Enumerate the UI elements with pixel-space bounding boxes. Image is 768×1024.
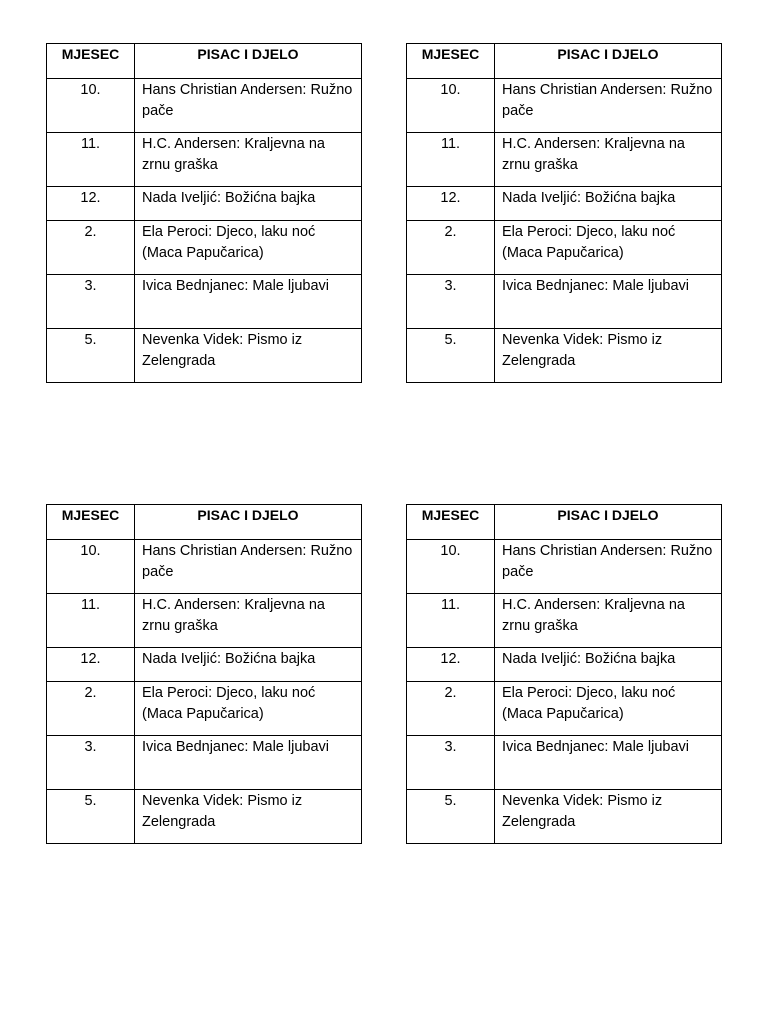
- reading-list-table-bottom-left: [46, 504, 362, 844]
- month-cell: 2.: [407, 221, 495, 275]
- month-cell: 12.: [407, 187, 495, 221]
- work-cell: H.C. Andersen: Kraljevna na zrnu graška: [495, 133, 722, 187]
- month-cell: 12.: [407, 648, 495, 682]
- table-row: [407, 133, 722, 187]
- work-cell: Nada Iveljić: Božićna bajka: [495, 187, 722, 221]
- work-cell: Nevenka Videk: Pismo iz Zelengrada: [495, 790, 722, 844]
- work-cell: Nada Iveljić: Božićna bajka: [135, 648, 362, 682]
- month-cell: 5.: [407, 329, 495, 383]
- table-header-row: [47, 505, 362, 540]
- month-cell: 3.: [47, 736, 135, 790]
- month-cell: 10.: [47, 540, 135, 594]
- month-column-header: MJESEC: [47, 505, 135, 540]
- table-row: [407, 221, 722, 275]
- reading-list-table-bottom-right: [406, 504, 722, 844]
- work-column-header: PISAC I DJELO: [495, 44, 722, 79]
- table-row: [47, 187, 362, 221]
- work-cell: H.C. Andersen: Kraljevna na zrnu graška: [135, 594, 362, 648]
- month-cell: 11.: [47, 133, 135, 187]
- work-cell: Nevenka Videk: Pismo iz Zelengrada: [495, 329, 722, 383]
- month-cell: 11.: [407, 133, 495, 187]
- month-cell: 5.: [47, 790, 135, 844]
- work-cell: H.C. Andersen: Kraljevna na zrnu graška: [135, 133, 362, 187]
- work-cell: Nada Iveljić: Božićna bajka: [135, 187, 362, 221]
- month-cell: 2.: [407, 682, 495, 736]
- month-cell: 3.: [47, 275, 135, 329]
- table-row: [47, 133, 362, 187]
- table-row: [407, 594, 722, 648]
- reading-list-table-top-right: [406, 43, 722, 383]
- table-row: [47, 682, 362, 736]
- table-row: [407, 736, 722, 790]
- reading-list-table-top-left: [46, 43, 362, 383]
- month-cell: 11.: [407, 594, 495, 648]
- work-cell: Ivica Bednjanec: Male ljubavi: [495, 736, 722, 790]
- table-row: [47, 648, 362, 682]
- work-cell: Hans Christian Andersen: Ružno pače: [135, 79, 362, 133]
- table-row: [47, 221, 362, 275]
- table-row: [407, 275, 722, 329]
- table-row: [47, 790, 362, 844]
- table-row: [47, 594, 362, 648]
- table-row: [47, 329, 362, 383]
- table-row: [407, 790, 722, 844]
- work-cell: Ivica Bednjanec: Male ljubavi: [135, 736, 362, 790]
- work-cell: Nevenka Videk: Pismo iz Zelengrada: [135, 329, 362, 383]
- month-column-header: MJESEC: [407, 44, 495, 79]
- table-row: [407, 329, 722, 383]
- month-cell: 10.: [47, 79, 135, 133]
- table-row: [47, 736, 362, 790]
- month-column-header: MJESEC: [407, 505, 495, 540]
- work-cell: Hans Christian Andersen: Ružno pače: [495, 540, 722, 594]
- table-row: [407, 187, 722, 221]
- table-header-row: [407, 44, 722, 79]
- work-cell: Ela Peroci: Djeco, laku noć (Maca Papučarica): [495, 682, 722, 736]
- work-cell: Ivica Bednjanec: Male ljubavi: [495, 275, 722, 329]
- table-row: [407, 540, 722, 594]
- month-cell: 2.: [47, 221, 135, 275]
- month-cell: 2.: [47, 682, 135, 736]
- work-cell: Nevenka Videk: Pismo iz Zelengrada: [135, 790, 362, 844]
- work-cell: Nada Iveljić: Božićna bajka: [495, 648, 722, 682]
- work-cell: H.C. Andersen: Kraljevna na zrnu graška: [495, 594, 722, 648]
- month-cell: 3.: [407, 736, 495, 790]
- work-column-header: PISAC I DJELO: [135, 505, 362, 540]
- table-row: [407, 79, 722, 133]
- work-cell: Ela Peroci: Djeco, laku noć (Maca Papučarica): [135, 221, 362, 275]
- work-column-header: PISAC I DJELO: [135, 44, 362, 79]
- month-cell: 12.: [47, 187, 135, 221]
- table-row: [407, 682, 722, 736]
- table-row: [407, 648, 722, 682]
- table-row: [47, 79, 362, 133]
- table-header-row: [407, 505, 722, 540]
- month-cell: 10.: [407, 79, 495, 133]
- month-column-header: MJESEC: [47, 44, 135, 79]
- month-cell: 12.: [47, 648, 135, 682]
- table-row: [47, 275, 362, 329]
- work-column-header: PISAC I DJELO: [495, 505, 722, 540]
- month-cell: 5.: [407, 790, 495, 844]
- table-row: [47, 540, 362, 594]
- month-cell: 11.: [47, 594, 135, 648]
- month-cell: 3.: [407, 275, 495, 329]
- work-cell: Ela Peroci: Djeco, laku noć (Maca Papučarica): [135, 682, 362, 736]
- work-cell: Ivica Bednjanec: Male ljubavi: [135, 275, 362, 329]
- month-cell: 10.: [407, 540, 495, 594]
- month-cell: 5.: [47, 329, 135, 383]
- work-cell: Hans Christian Andersen: Ružno pače: [495, 79, 722, 133]
- table-header-row: [47, 44, 362, 79]
- work-cell: Ela Peroci: Djeco, laku noć (Maca Papučarica): [495, 221, 722, 275]
- work-cell: Hans Christian Andersen: Ružno pače: [135, 540, 362, 594]
